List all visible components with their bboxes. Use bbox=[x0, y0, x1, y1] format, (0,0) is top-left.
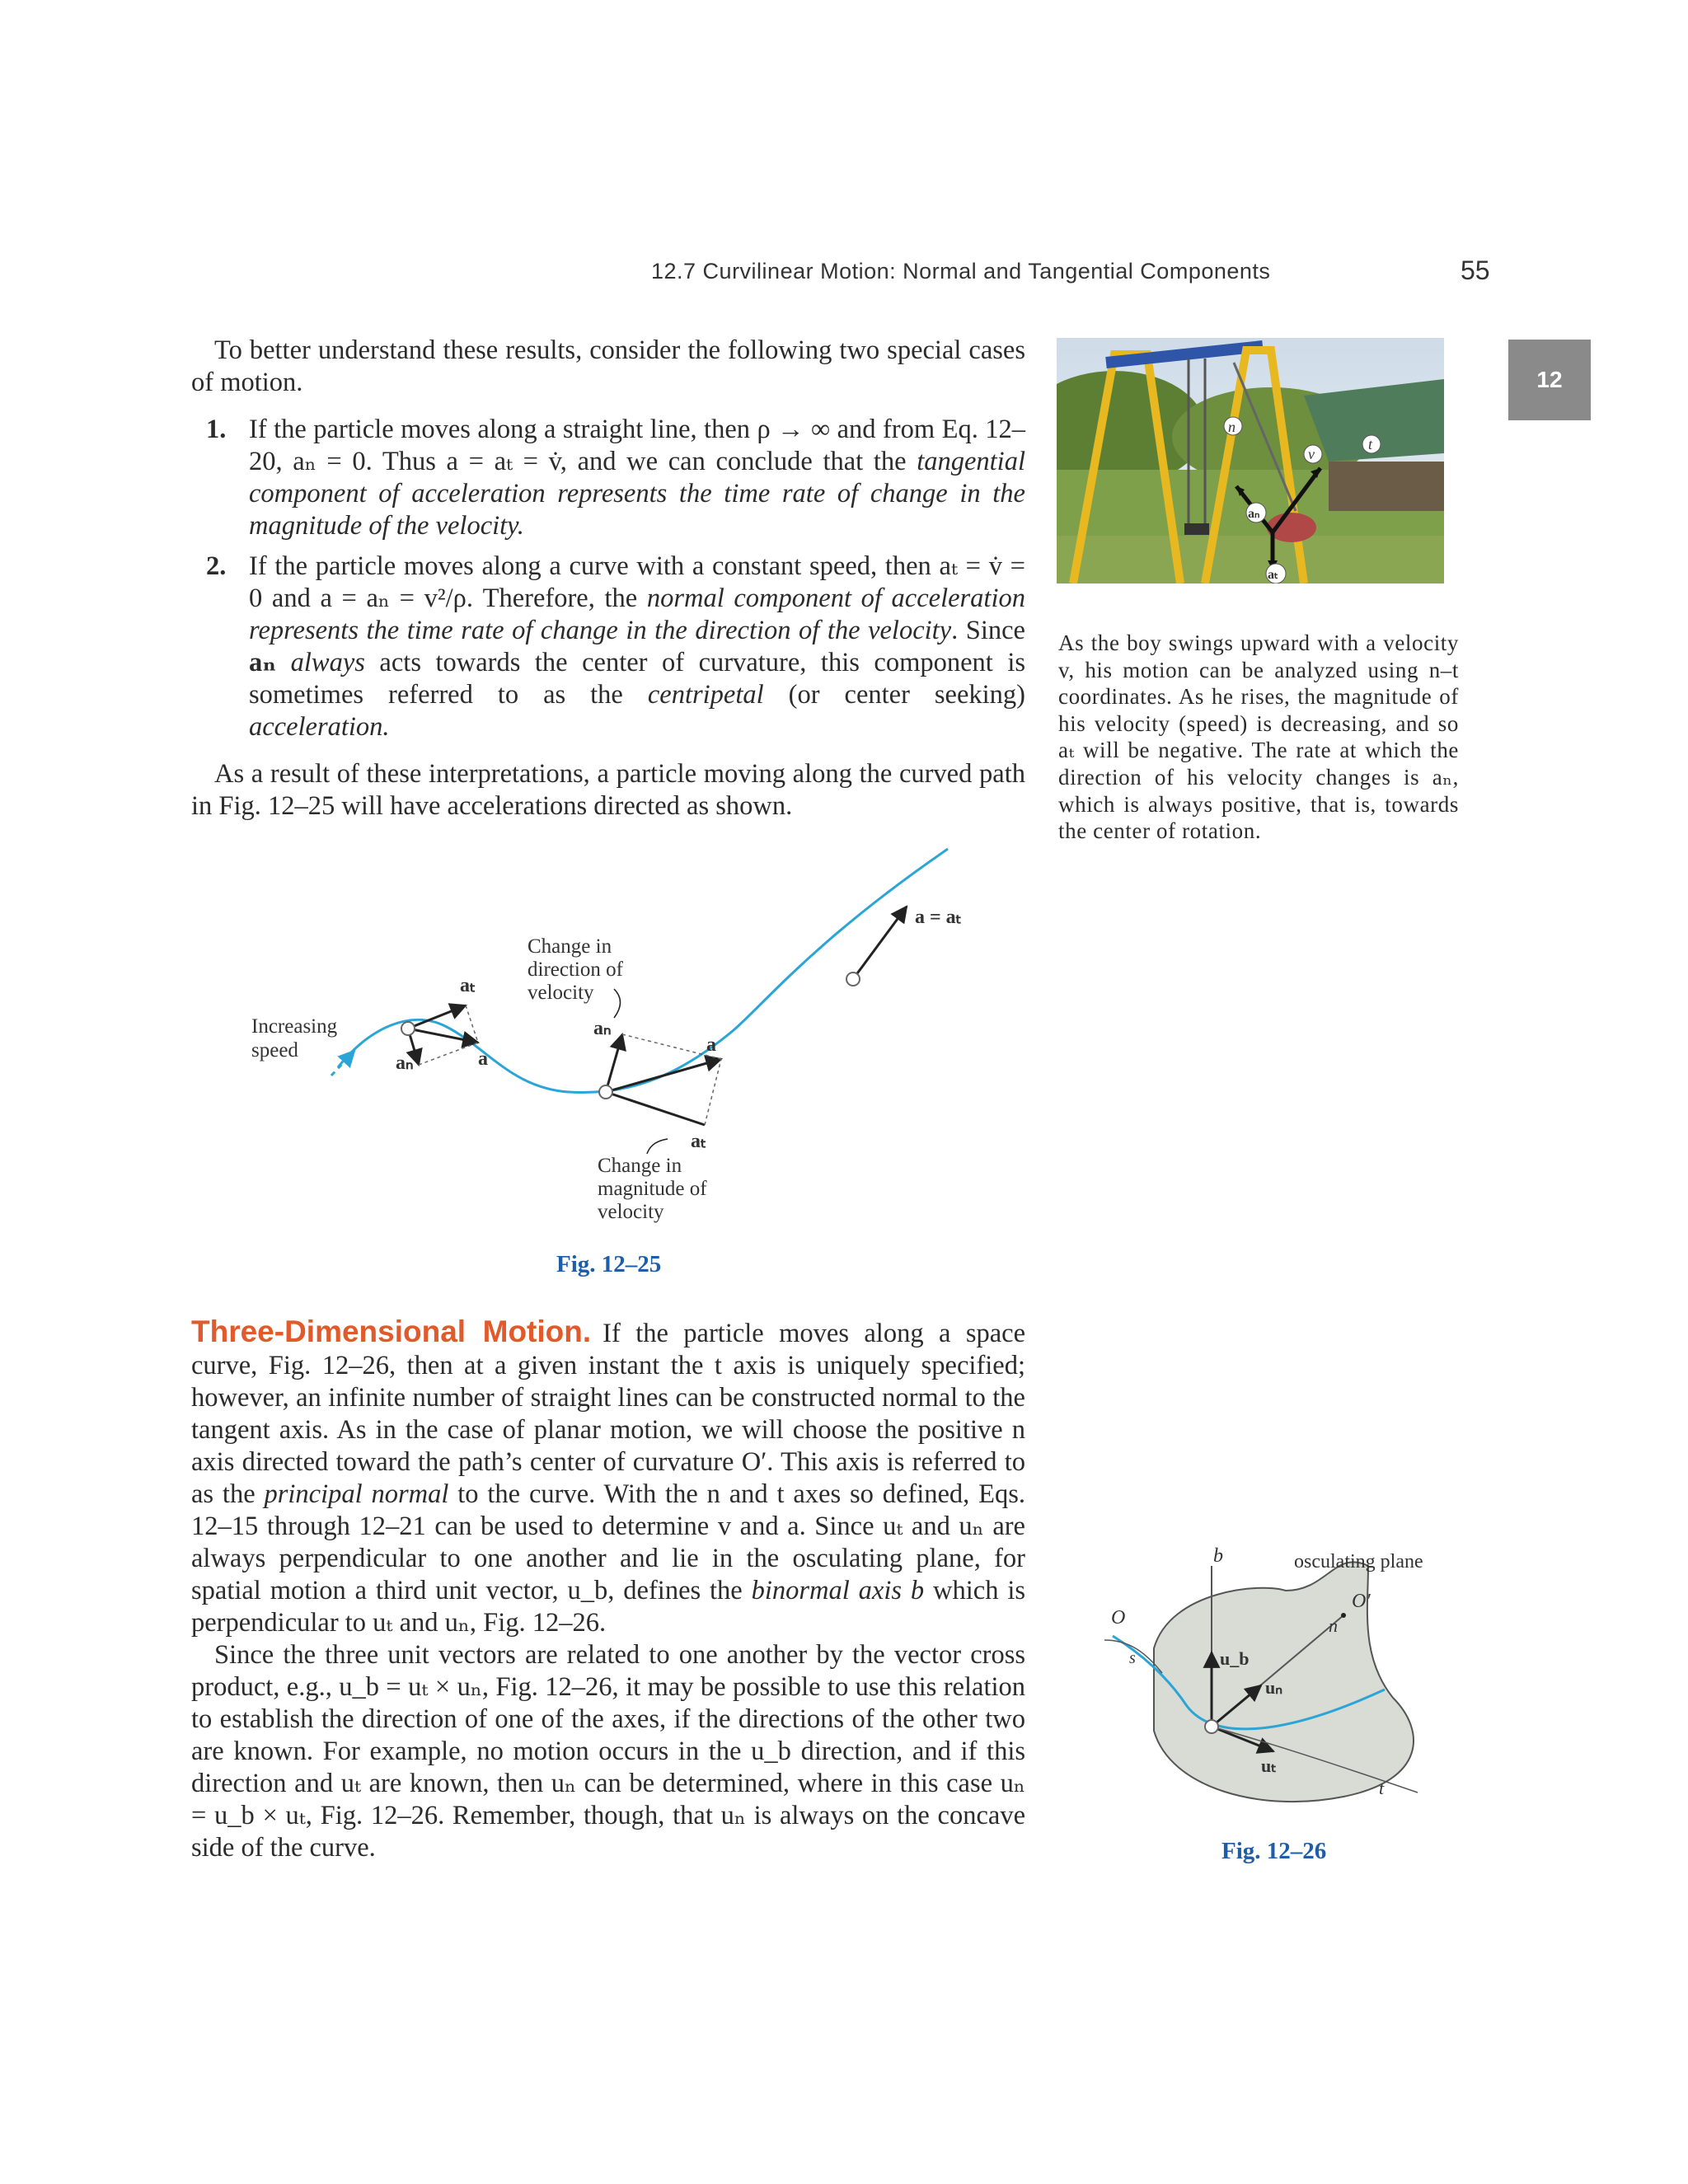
fig26-label-b: b bbox=[1213, 1545, 1223, 1567]
section-p1: If the particle moves along a space curve, Fig. 12–26, then at a given instant the t axis is uniquely specified; however, an infinite number of straight lines can be constructed normal to the tangent axis. As in the case of planar motion, we will choose the positive n axis directed toward the path’s center of curvature O′. This axis is referred to as the bbox=[191, 1319, 1025, 1509]
fig-label-an-2: aₙ bbox=[593, 1018, 612, 1039]
fig26-label-t: t bbox=[1379, 1778, 1385, 1798]
change-direction-label-1: Change in bbox=[528, 935, 612, 958]
fig-label-a-2: a bbox=[706, 1034, 716, 1056]
increasing-speed-label-1: Increasing bbox=[251, 1015, 338, 1038]
swing-photo bbox=[1057, 338, 1444, 583]
photo-label-an: aₙ bbox=[1248, 507, 1260, 521]
photo-caption: As the boy swings upward with a velocity v, his motion can be analyzed using n–t coordinates. As he rises, the magnitude of his velocity (speed) is decreasing, and so aₜ will be negative. The rate at which the direction of his velocity changes is aₙ, which is always positive, that is, towards the center of rotation. bbox=[1058, 630, 1459, 844]
section-p1-italic-2: binormal axis b bbox=[751, 1576, 925, 1605]
fig26-label-ut: uₜ bbox=[1261, 1755, 1277, 1776]
list-text-italic: always bbox=[276, 648, 365, 677]
section-p1-end: which is perpendicular to uₜ and uₙ, Fig. 12–26. bbox=[191, 1576, 1026, 1638]
list-text: If the particle moves along a curve with a constant speed, then aₜ = v̇ = 0 and a = aₙ = v²/ρ. Therefore, the bbox=[249, 551, 1025, 613]
section-p2: Since the three unit vectors are related to one another by the vector cross product, e.g., u_b = uₜ × uₙ, Fig. 12–26, it may be possible to use this relation to establish the direction of one of the axes, if the directions of the other two are known. For example, no motion occurs in the u_b direction, and if this direction and uₜ are known, then uₙ can be determined, where in this case uₙ = u_b × uₜ, Fig. 12–26. Remember, though, that uₙ is always on the concave side of the curve. bbox=[191, 1640, 1025, 1863]
list-text: (or center seeking) bbox=[763, 680, 1026, 710]
fig-label-a-eq-at: a = aₜ bbox=[915, 907, 962, 928]
fig26-label-o-prime: O′ bbox=[1352, 1591, 1371, 1612]
cases-list bbox=[191, 414, 1025, 752]
change-direction-label-2: direction of bbox=[528, 958, 623, 981]
three-dimensional-section bbox=[191, 1315, 1025, 1864]
fig-label-a-1: a bbox=[478, 1048, 488, 1070]
increasing-speed-label-2: speed bbox=[251, 1039, 298, 1062]
photo-label-t: t bbox=[1368, 436, 1373, 452]
section-heading: Three-Dimensional Motion. bbox=[191, 1315, 592, 1348]
curved-path bbox=[338, 849, 948, 1093]
change-magnitude-label-2: magnitude of bbox=[598, 1178, 707, 1200]
photo-label-at: aₜ bbox=[1268, 568, 1278, 582]
photo-label-v: v bbox=[1308, 446, 1315, 462]
fig-12-25-label: Fig. 12–25 bbox=[556, 1251, 662, 1277]
fig26-label-un: uₙ bbox=[1265, 1677, 1283, 1698]
fig26-label-o: O bbox=[1111, 1607, 1126, 1629]
fig-label-an-1: aₙ bbox=[396, 1052, 414, 1074]
osculating-plane bbox=[1154, 1562, 1414, 1802]
figure-12-26 bbox=[1096, 1541, 1475, 1854]
change-direction-label-3: velocity bbox=[528, 982, 594, 1004]
list-text: If the particle moves along a straight line, then ρ → ∞ and from Eq. 12–20, aₙ = 0. Thus a = aₜ = v̇, and we can conclude that the bbox=[249, 415, 1025, 476]
fig26-label-osculating-plane: osculating plane bbox=[1294, 1551, 1423, 1572]
lead-paragraph: To better understand these results, consider the following two special cases of motion. bbox=[191, 335, 1025, 397]
list-item bbox=[191, 414, 1025, 542]
fig-12-26-label: Fig. 12–26 bbox=[1221, 1838, 1327, 1864]
fig-label-at-1: aₜ bbox=[460, 975, 476, 996]
figure-12-25 bbox=[239, 841, 981, 1302]
list-text-italic: normal component of acceleration represents the time rate of change in the direction of the velocity bbox=[249, 583, 1025, 645]
fig26-label-s: s bbox=[1129, 1649, 1136, 1667]
photo-label-n: n bbox=[1228, 419, 1236, 435]
list-text: . Since bbox=[951, 616, 1025, 645]
fig26-label-ub: u_b bbox=[1220, 1648, 1250, 1669]
running-head: 12.7 Curvilinear Motion: Normal and Tangential Components bbox=[651, 259, 1271, 284]
list-text-italic: centripetal bbox=[647, 680, 764, 710]
list-number: 2. bbox=[206, 551, 227, 581]
list-text: acts towards the center of curvature, this component is sometimes referred to as the bbox=[249, 648, 1025, 710]
list-item bbox=[191, 551, 1025, 743]
list-text-italic: acceleration. bbox=[249, 712, 390, 742]
change-magnitude-label-3: velocity bbox=[598, 1201, 664, 1223]
change-magnitude-label-1: Change in bbox=[598, 1155, 682, 1177]
list-text-italic: tangential component of acceleration represents the time rate of change in the magnitude of the velocity. bbox=[249, 447, 1025, 541]
section-p1-italic: principal normal bbox=[264, 1479, 449, 1509]
chapter-tab: 12 bbox=[1508, 340, 1591, 420]
section-p1-rest: to the curve. With the n and t axes so defined, Eqs. 12–15 through 12–21 can be used to determine v and a. Since uₜ and uₙ are always perpendicular to one another and lie in the osculating plane, for spatial motion a third unit vector, u_b, defines the bbox=[191, 1479, 1026, 1605]
fig26-label-n: n bbox=[1329, 1615, 1338, 1636]
list-number: 1. bbox=[206, 415, 227, 444]
page-number: 55 bbox=[1461, 255, 1490, 285]
list-text-bold: aₙ bbox=[249, 648, 277, 677]
fig-label-at-2: aₜ bbox=[691, 1131, 707, 1152]
result-paragraph: As a result of these interpretations, a particle moving along the curved path in Fig. 12–25 will have accelerations directed as shown. bbox=[191, 759, 1025, 821]
